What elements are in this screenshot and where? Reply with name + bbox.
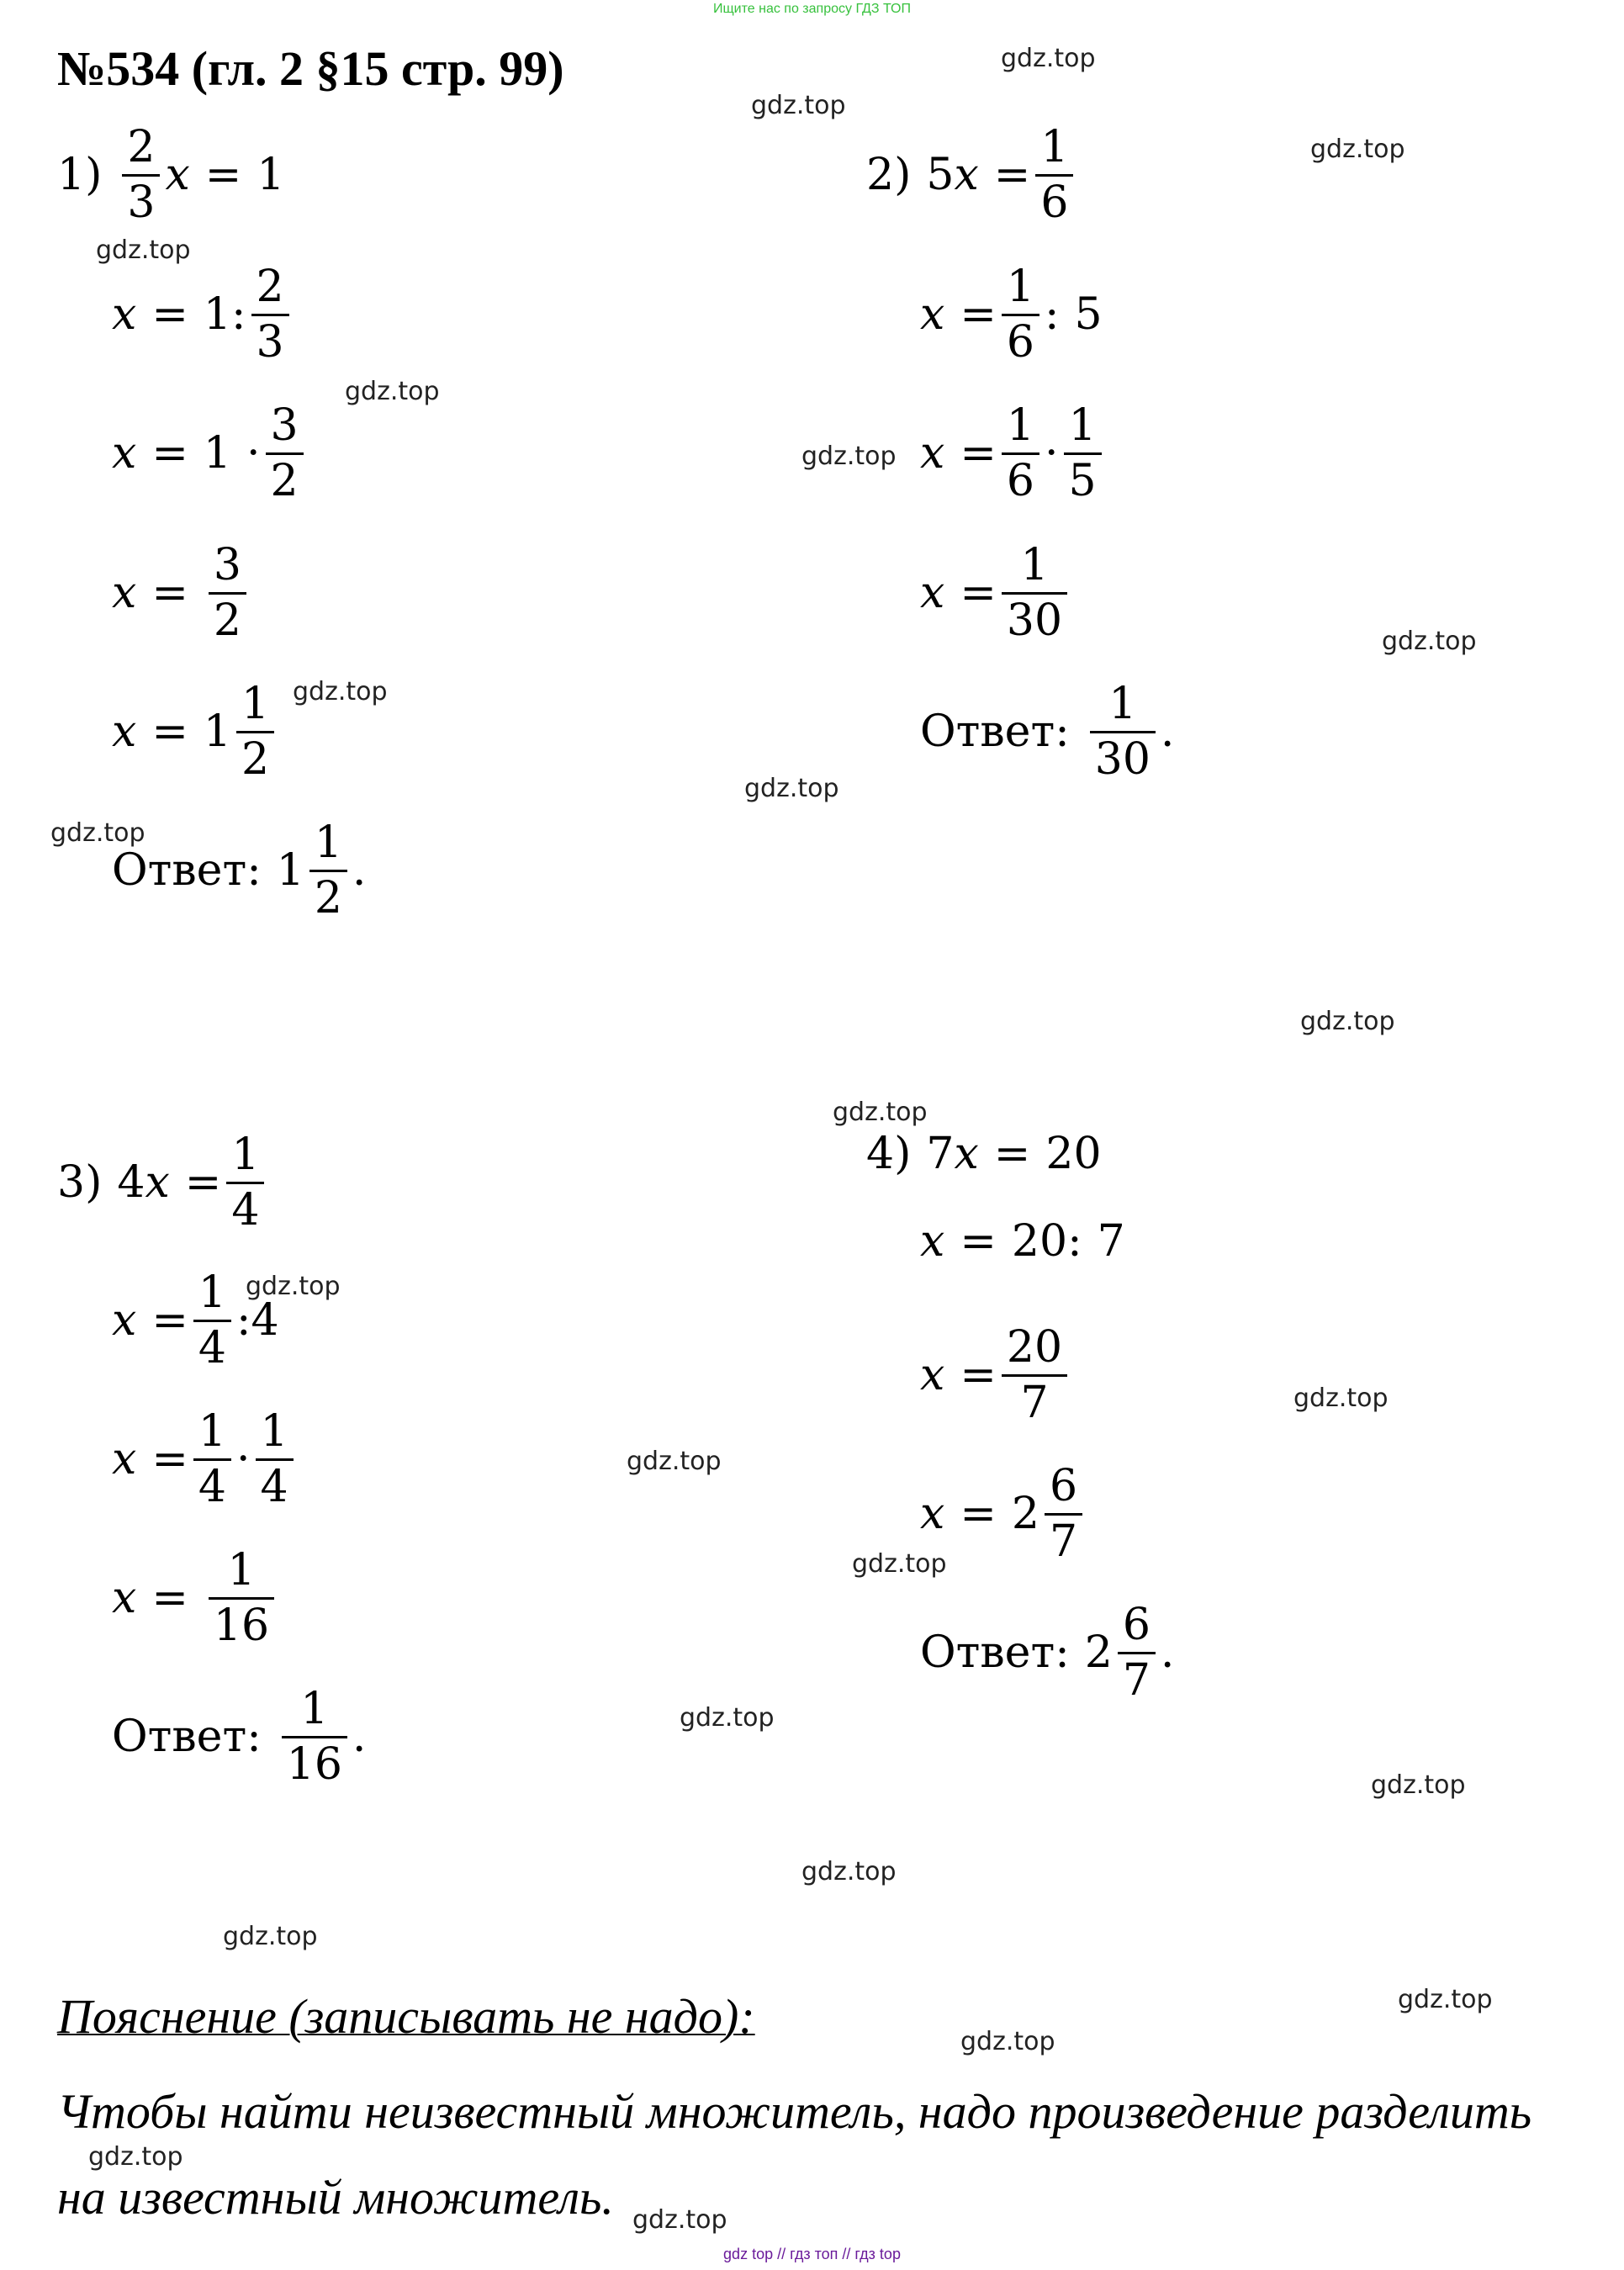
p3-line1: 3) 4 x = $\frac{1}{4}$ xyxy=(57,1132,269,1233)
fraction: $\frac{3}{2}$ xyxy=(209,542,246,643)
p1-line4: x = $\frac{3}{2}$ xyxy=(112,542,251,643)
fraction: $\frac{1}{4}$ xyxy=(193,1409,231,1510)
explanation-text xyxy=(57,2069,1571,2241)
fraction: $\frac{1}{30}$ xyxy=(1090,681,1156,782)
explanation-heading: Пояснение (записывать не надо): xyxy=(57,1989,755,2044)
watermark: gdz.top xyxy=(1310,135,1405,164)
p1-line2: x = 1 : $\frac{2}{3}$ xyxy=(112,264,294,365)
fraction: $\frac{1}{4}$ xyxy=(226,1132,264,1233)
page-title: №534 (гл. 2 §15 стр. 99) xyxy=(57,41,564,96)
p2-line1: 2) 5 x = $\frac{1}{6}$ xyxy=(866,124,1078,225)
watermark: gdz.top xyxy=(246,1272,341,1301)
watermark: gdz.top xyxy=(1300,1007,1395,1036)
watermark: gdz.top xyxy=(1382,627,1477,656)
p1-line5: x = 1 $\frac{1}{2}$ xyxy=(112,681,279,782)
watermark: gdz.top xyxy=(632,2205,727,2235)
p3-line4: x = $\frac{1}{16}$ xyxy=(112,1548,279,1648)
watermark: gdz.top xyxy=(1001,44,1096,73)
fraction: $\frac{6}{7}$ xyxy=(1045,1463,1082,1564)
problem-label: 3) xyxy=(57,1157,103,1209)
explanation-line: Чтобы найти неизвестный множитель, надо произведение разделить xyxy=(57,2084,1532,2139)
watermark: gdz.top xyxy=(960,2027,1055,2056)
watermark: gdz.top xyxy=(833,1098,928,1127)
p2-answer: Ответ: $\frac{1}{30}$ . xyxy=(920,679,1175,785)
watermark: gdz.top xyxy=(1398,1985,1493,2014)
fraction: $\frac{1}{4}$ xyxy=(193,1270,231,1371)
fraction: $\frac{1}{6}$ xyxy=(1002,264,1039,365)
p1-line3: x = 1 · $\frac{3}{2}$ xyxy=(112,403,309,504)
fraction: $\frac{2}{3}$ xyxy=(251,264,289,365)
fraction: $\frac{1}{5}$ xyxy=(1064,403,1102,504)
watermark: gdz.top xyxy=(1293,1384,1389,1413)
p2-line3: x = $\frac{1}{6}$ · $\frac{1}{5}$ xyxy=(920,403,1107,504)
fraction: $\frac{3}{2}$ xyxy=(266,403,304,504)
watermark: gdz.top xyxy=(345,377,440,406)
watermark: gdz.top xyxy=(744,774,839,803)
top-banner: Ищите нас по запросу ГДЗ ТОП xyxy=(713,2,911,16)
fraction: $\frac{6}{7}$ xyxy=(1118,1602,1156,1703)
p4-line2: x = 20 : 7 xyxy=(920,1216,1125,1267)
p4-line4: x = 2 $\frac{6}{7}$ xyxy=(920,1463,1087,1564)
problem-label: 2) xyxy=(866,150,912,201)
explanation-line: на известный множитель. xyxy=(57,2170,614,2225)
fraction: $\frac{20}{7}$ xyxy=(1002,1325,1067,1426)
fraction: $\frac{1}{6}$ xyxy=(1002,403,1039,504)
p4-answer: Ответ: 2 $\frac{6}{7}$ . xyxy=(920,1600,1175,1706)
fraction: $\frac{1}{16}$ xyxy=(209,1548,274,1648)
p3-line3: x = $\frac{1}{4}$ · $\frac{1}{4}$ xyxy=(112,1409,299,1510)
footer-links: gdz top // гдз топ // гдз top xyxy=(723,2246,901,2262)
fraction: $\frac{1}{2}$ xyxy=(236,681,274,782)
fraction: $\frac{1}{4}$ xyxy=(256,1409,294,1510)
fraction: $\frac{1}{2}$ xyxy=(309,820,347,921)
p2-line2: x = $\frac{1}{6}$ : 5 xyxy=(920,262,1103,368)
watermark: gdz.top xyxy=(801,442,897,471)
p4-line1: 4) 7 x = 20 xyxy=(866,1129,1102,1179)
watermark: gdz.top xyxy=(1371,1770,1466,1800)
p4-line3: x = $\frac{20}{7}$ xyxy=(920,1325,1072,1426)
watermark: gdz.top xyxy=(680,1703,775,1733)
fraction: $\frac{1}{6}$ xyxy=(1035,124,1073,225)
watermark: gdz.top xyxy=(96,235,191,265)
watermark: gdz.top xyxy=(801,1857,897,1886)
variable: x xyxy=(165,150,190,201)
watermark: gdz.top xyxy=(627,1447,722,1476)
fraction: $\frac{1}{30}$ xyxy=(1002,542,1067,643)
p1-line1: 1) $\frac{2}{3}$ x = 1 xyxy=(57,122,285,228)
watermark: gdz.top xyxy=(223,1922,318,1951)
fraction: $\frac{2}{3}$ xyxy=(122,124,160,225)
p1-answer: Ответ: 1 $\frac{1}{2}$ . xyxy=(112,818,367,923)
problem-label: 4) xyxy=(866,1129,912,1179)
problem-label: 1) xyxy=(57,150,103,201)
p2-line4: x = $\frac{1}{30}$ xyxy=(920,542,1072,643)
watermark: gdz.top xyxy=(88,2142,183,2172)
fraction: $\frac{1}{16}$ xyxy=(282,1686,347,1787)
p3-answer: Ответ: $\frac{1}{16}$ . xyxy=(112,1684,367,1790)
watermark: gdz.top xyxy=(293,677,388,706)
watermark: gdz.top xyxy=(50,818,145,848)
watermark: gdz.top xyxy=(751,91,846,120)
watermark: gdz.top xyxy=(852,1549,947,1579)
p3-line2: x = $\frac{1}{4}$ : 4 xyxy=(112,1267,279,1373)
